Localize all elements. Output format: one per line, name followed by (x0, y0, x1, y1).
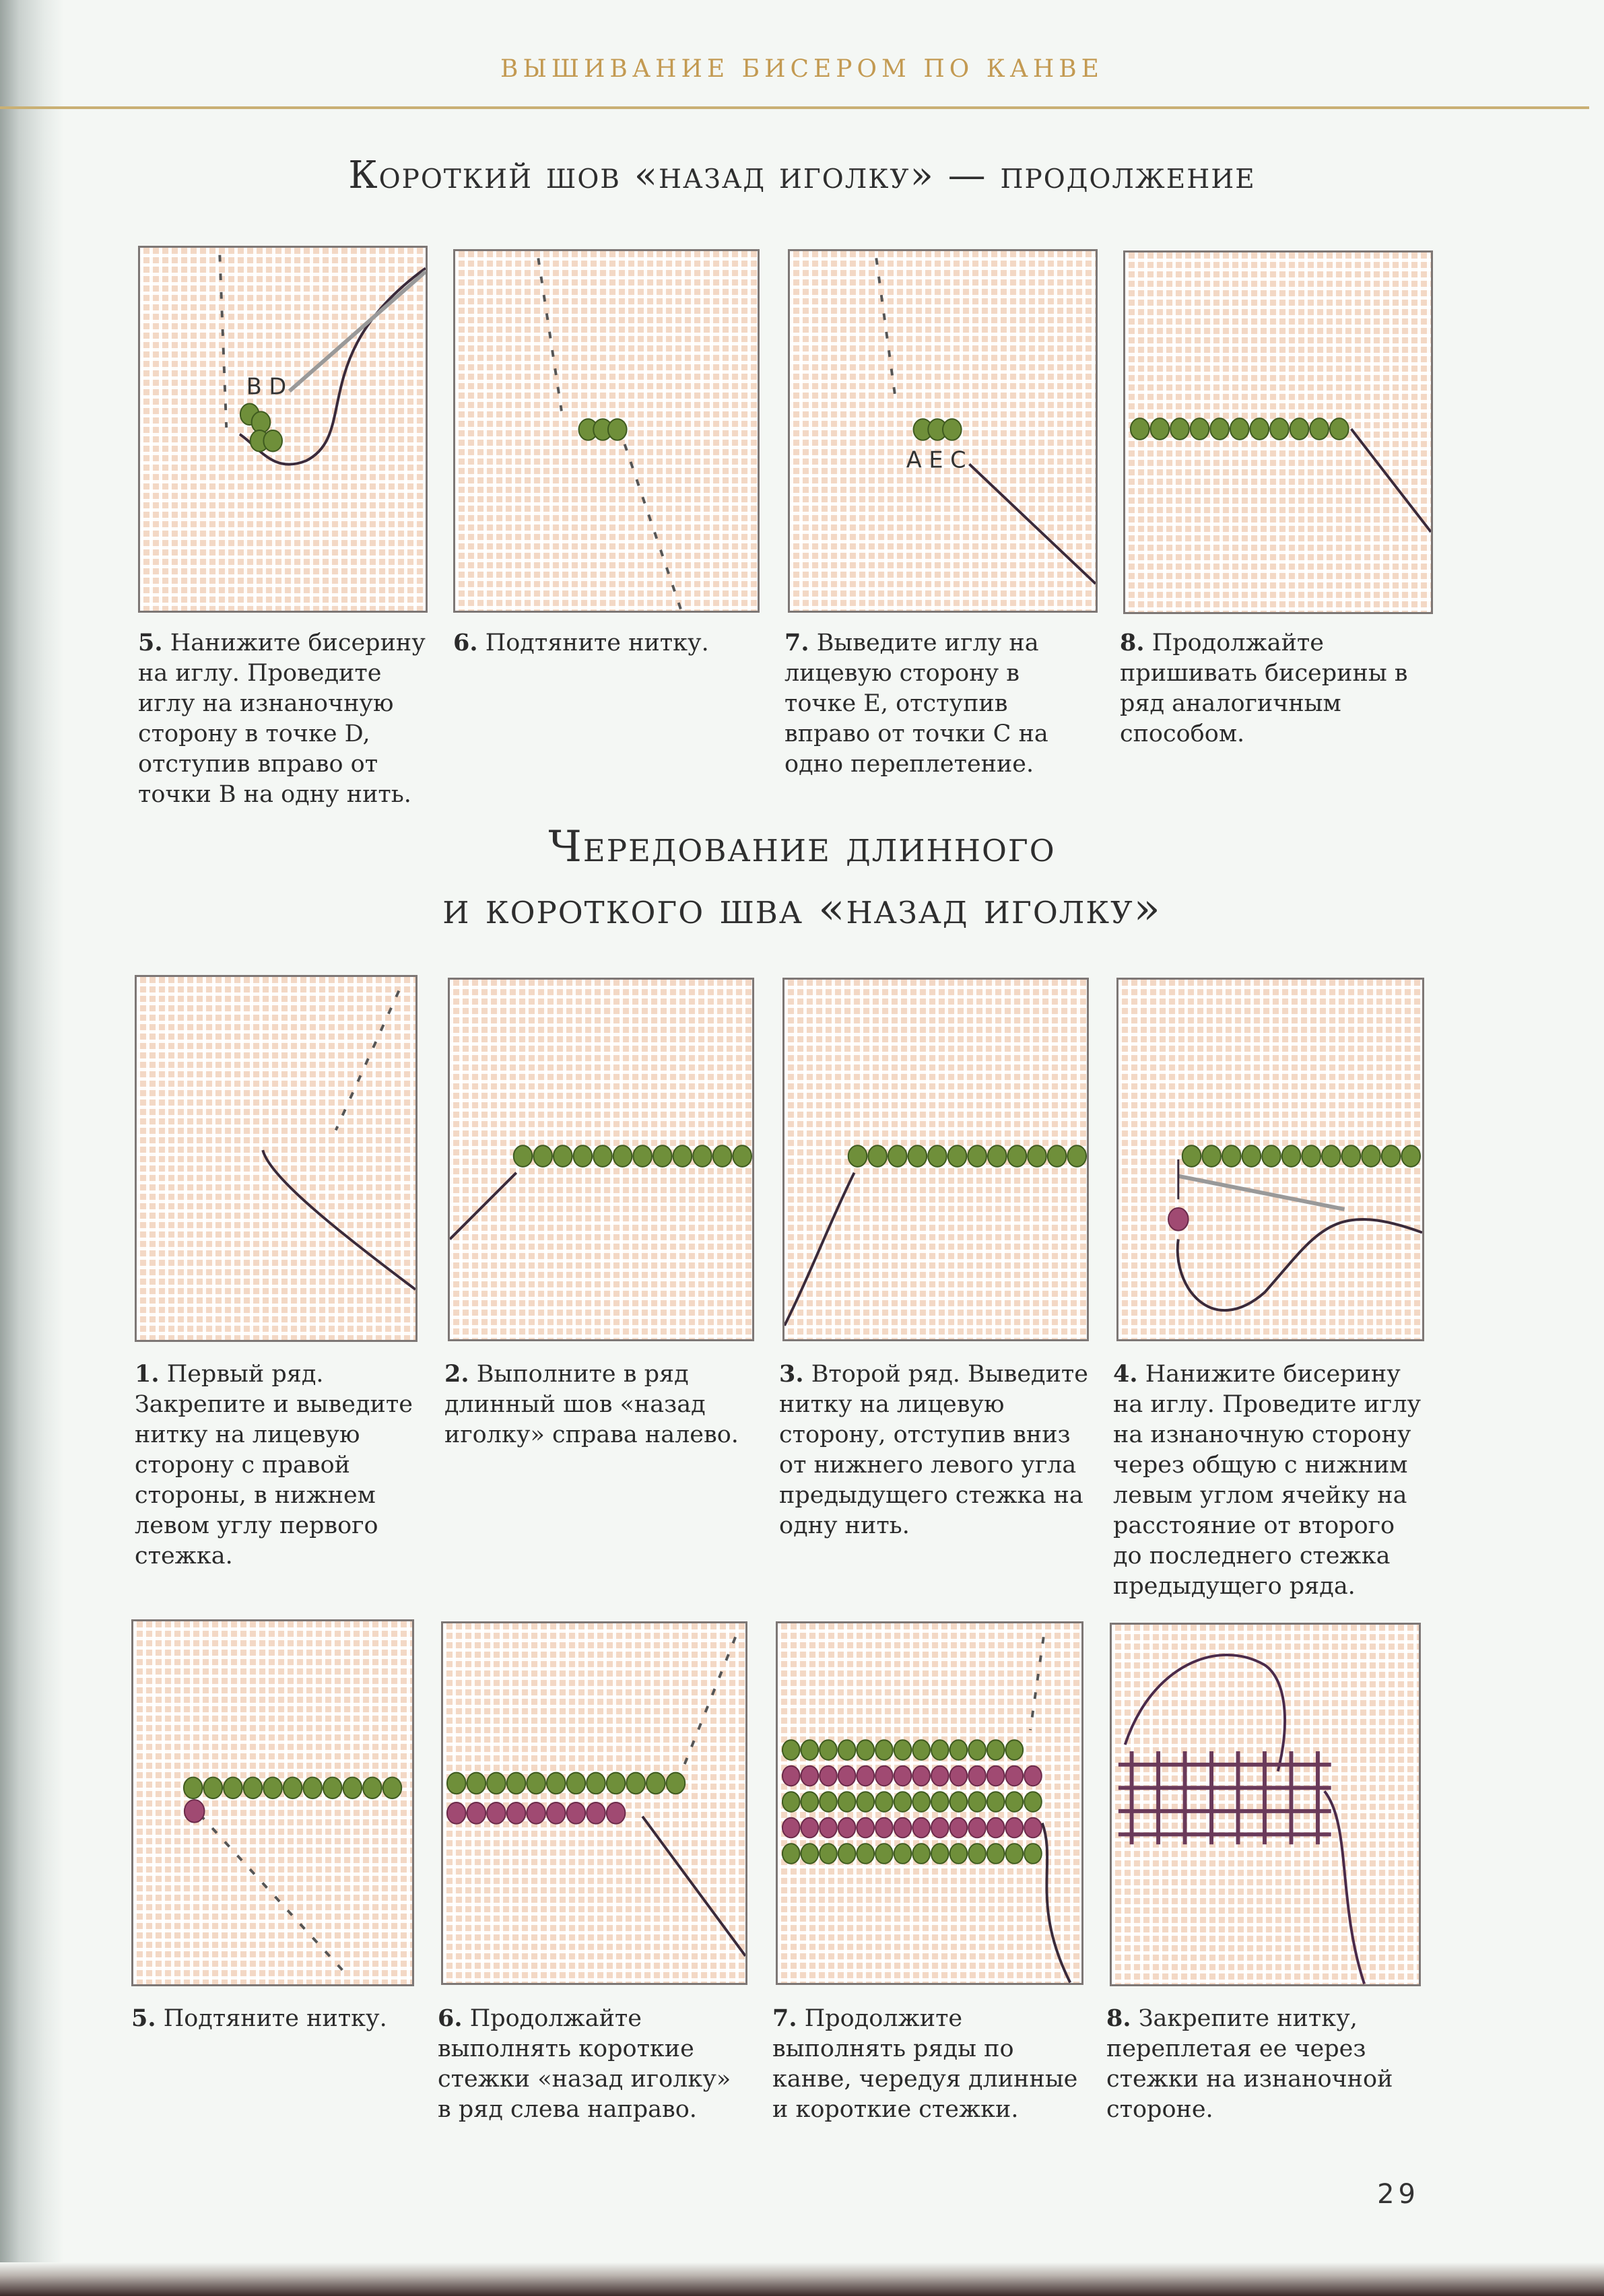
running-head: ВЫШИВАНИЕ БИСЕРОМ ПО КАНВЕ (500, 55, 1104, 83)
caption-s2-step1: 1. Первый ряд. Закрепите и выведите нитку на лицевую сторону с правой стороны, в нижнем левом углу первого стежка. (135, 1360, 413, 1569)
point-labels-aec: A E C (906, 446, 966, 473)
figure-s2-step3 (782, 978, 1089, 1341)
figure-s2-step8 (1110, 1623, 1421, 1986)
section2-title-line1: Чередование длинного (548, 822, 1056, 872)
caption-s2-step4: 4. Нанижите бисерину на иглу. Проведите иглу на изнаночную сторону через общую с нижним левым углом ячейку на расстояние от второго до последнего стежка предыдущего ряда. (1113, 1360, 1422, 1600)
caption-s2-step7: 7. Продолжите выполнять ряды по канве, чередуя длинные и короткие стежки. (772, 2004, 1078, 2123)
caption-s2-step3: 3. Второй ряд. Выведите нитку на лицевую сторону, отступив вниз от нижнего левого угла предыдущего стежка на одну нить. (779, 1360, 1089, 1539)
point-labels-bd: B D (246, 373, 287, 400)
header-rule (0, 106, 1589, 109)
figure-s2-step4 (1116, 978, 1424, 1341)
figure-s2-step2 (448, 978, 754, 1341)
caption-s1-step5: 5. Нанижите бисерину на иглу. Проведите иглу на изнаночную сторону в точке D, отступив вправо от точки B на одну нить. (138, 629, 426, 808)
figure-s2-step6 (441, 1621, 747, 1985)
page-number: 29 (1377, 2179, 1419, 2210)
section1-title: Короткий шов «назад иголку» — продолжение (348, 154, 1256, 197)
page-bottom-edge (0, 2262, 1604, 2296)
book-binding-shadow (0, 0, 64, 2296)
section2-title (0, 816, 1604, 940)
figure-s1-step6 (453, 249, 760, 613)
figure-s1-step8 (1123, 250, 1433, 614)
caption-s2-step5: 5. Подтяните нитку. (131, 2004, 387, 2032)
caption-s1-step8: 8. Продолжайте пришивать бисерины в ряд аналогичным способом. (1120, 629, 1408, 747)
caption-s2-step8: 8. Закрепите нитку, переплетая ее через стежки на изнаночной стороне. (1106, 2004, 1393, 2123)
section2-title-line2: и короткого шва «назад иголку» (442, 884, 1162, 934)
figure-s2-step5 (131, 1619, 414, 1986)
figure-s2-step1 (135, 975, 417, 1342)
caption-s2-step2: 2. Выполните в ряд длинный шов «назад иголку» справа налево. (444, 1360, 739, 1448)
figure-s1-step5 (138, 246, 428, 613)
caption-s2-step6: 6. Продолжайте выполнять короткие стежки «назад иголку» в ряд слева направо. (438, 2004, 731, 2123)
caption-s1-step7: 7. Выведите иглу на лицевую сторону в точке E, отступив вправо от точки C на одно переплетение. (784, 629, 1048, 778)
caption-s1-step6: 6. Подтяните нитку. (453, 629, 709, 656)
figure-s2-step7 (776, 1621, 1083, 1985)
figure-s1-step7 (788, 249, 1098, 613)
